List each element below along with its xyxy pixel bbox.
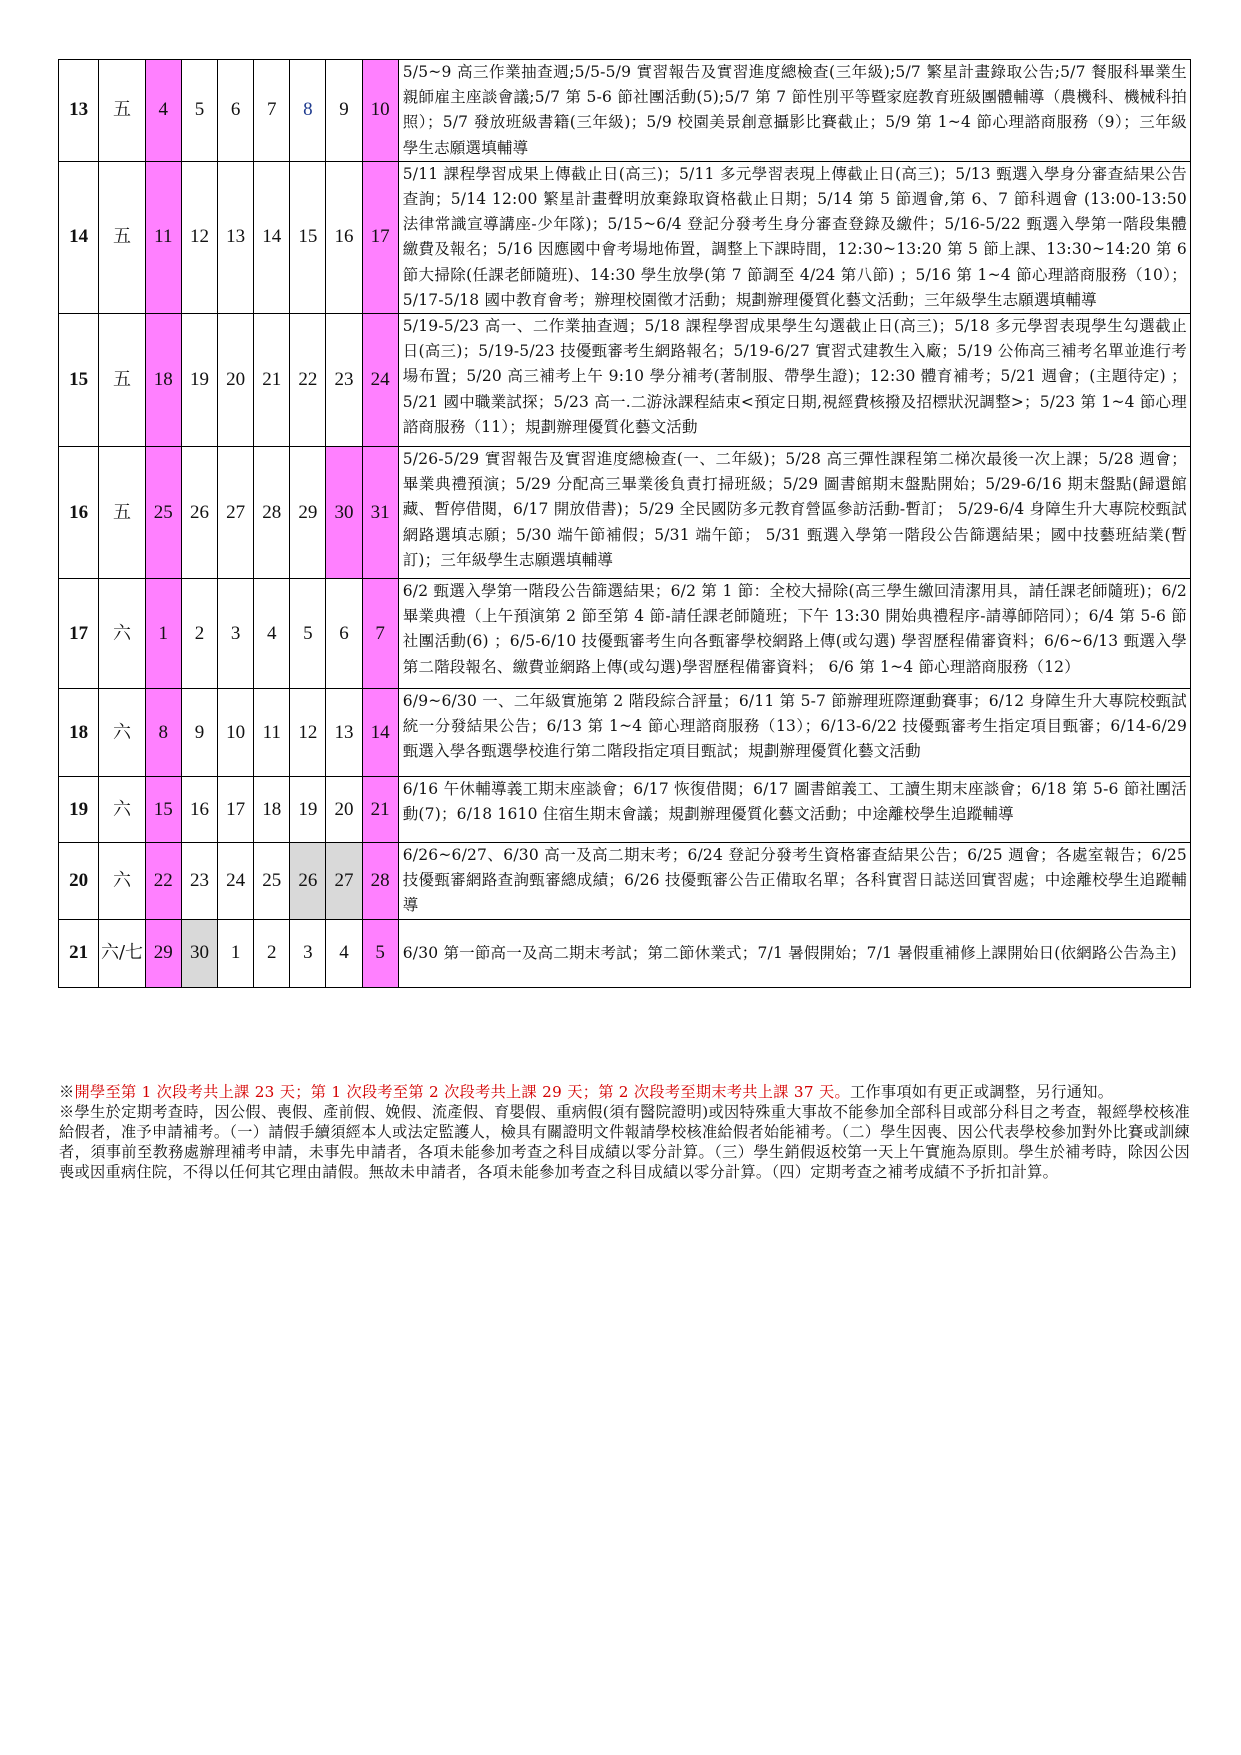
day-cell: 4 bbox=[145, 60, 181, 162]
day-cell: 26 bbox=[181, 447, 217, 579]
week-row bbox=[59, 777, 1191, 843]
footnote-mark: ※ bbox=[59, 1083, 75, 1101]
month-cell: 五 bbox=[99, 60, 145, 162]
day-cell: 20 bbox=[326, 777, 362, 843]
week-number: 13 bbox=[59, 60, 99, 162]
week-number: 16 bbox=[59, 447, 99, 579]
day-cell: 5 bbox=[290, 579, 326, 689]
day-cell: 14 bbox=[254, 161, 290, 313]
month-cell: 六 bbox=[99, 777, 145, 843]
day-cell: 18 bbox=[254, 777, 290, 843]
day-cell: 12 bbox=[290, 689, 326, 777]
day-cell: 5 bbox=[362, 919, 398, 987]
day-cell: 28 bbox=[362, 843, 398, 920]
day-cell: 10 bbox=[218, 689, 254, 777]
week-number: 18 bbox=[59, 689, 99, 777]
day-cell: 17 bbox=[362, 161, 398, 313]
month-cell: 五 bbox=[99, 447, 145, 579]
footnote-school-days-rest: 工作事項如有更正或調整，另行通知。 bbox=[849, 1083, 1114, 1101]
calendar-table bbox=[58, 59, 1191, 988]
day-cell: 6 bbox=[326, 579, 362, 689]
day-cell: 3 bbox=[218, 579, 254, 689]
month-cell: 六/七 bbox=[99, 919, 145, 987]
week-row bbox=[59, 60, 1191, 162]
footnote-makeup-exam: ※學生於定期考查時，因公假、喪假、產前假、娩假、流產假、育嬰假、重病假(須有醫院證明)或因特殊重大事故不能參加全部科目或部分科目之考查，報經學校核准給假者，准予申請補考。（一）請假手續須經本人或法定監護人，檢具有關證明文件報請學校核准給假者始能補考。（二）學生因喪、因公代表學校參加對外比賽或訓練者，須事前至教務處辦理補考申請，未事先申請者，各項未能參加考查之科目成績以零分計算。（三）學生銷假返校第一天上午實施為原則。學生於補考時，除因公因喪或因重病住院，不得以任何其它理由請假。無故未申請者，各項未能參加考查之科目成績以零分計算。（四）定期考查之補考成績不予折扣計算。 bbox=[59, 1103, 1190, 1181]
day-cell: 20 bbox=[218, 314, 254, 447]
day-cell: 27 bbox=[218, 447, 254, 579]
day-cell: 4 bbox=[326, 919, 362, 987]
week-row bbox=[59, 579, 1191, 689]
month-cell: 六 bbox=[99, 843, 145, 920]
day-cell: 8 bbox=[290, 60, 326, 162]
day-cell: 16 bbox=[181, 777, 217, 843]
week-number: 17 bbox=[59, 579, 99, 689]
day-cell: 10 bbox=[362, 60, 398, 162]
day-cell: 29 bbox=[290, 447, 326, 579]
week-notes: 5/5~9 高三作業抽查週;5/5-5/9 實習報告及實習進度總檢查(三年級);5/7 繁星計畫錄取公告;5/7 餐服科畢業生親師雇主座談會議;5/7 第 5-6 節社團活動(5);5/7 第 7 節性別平等暨家庭教育班級團體輔導（農機科、機械科拍照）；5/7 發放班級書籍(三年級)；5/9 校園美景創意攝影比賽截止；5/9 第 1~4 節心理諮商服務（9）；三年級學生志願選填輔導 bbox=[398, 60, 1190, 162]
week-row bbox=[59, 843, 1191, 920]
day-cell: 14 bbox=[362, 689, 398, 777]
day-cell: 8 bbox=[145, 689, 181, 777]
day-cell: 1 bbox=[218, 919, 254, 987]
day-cell: 22 bbox=[145, 843, 181, 920]
week-notes: 5/11 課程學習成果上傳截止日(高三)；5/11 多元學習表現上傳截止日(高三)；5/13 甄選入學身分審查結果公告查詢；5/14 12:00 繁星計畫聲明放棄錄取資格截止日期；5/14 第 5 節週會,第 6、7 節科週會 (13:00-13:50 法律常識宣導講座-少年隊)；5/15~6/4 登記分發考生身分審查登錄及繳件；5/16-5/22 甄選入學第一階段集體繳費及報名；5/16 因應國中會考場地佈置，調整上下課時間，12:30~13:20 第 5 節上課、13:30~14:20 第 6 節大掃除(任課老師隨班)、14:30 學生放學(第 7 節調至 4/24 第八節) ；5/16 第 1~4 節心理諮商服務（10）；5/17-5/18 國中教育會考；辦理校園徵才活動；規劃辦理優質化藝文活動；三年級學生志願選填輔導 bbox=[398, 161, 1190, 313]
week-row bbox=[59, 161, 1191, 313]
week-notes: 6/16 午休輔導義工期末座談會；6/17 恢復借閱；6/17 圖書館義工、工讀生期末座談會；6/18 第 5-6 節社團活動(7)；6/18 1610 住宿生期末會議；規劃辦理優質化藝文活動；中途離校學生追蹤輔導 bbox=[398, 777, 1190, 843]
week-row bbox=[59, 919, 1191, 987]
week-row bbox=[59, 447, 1191, 579]
week-notes: 5/19-5/23 高一、二作業抽查週；5/18 課程學習成果學生勾選截止日(高三)；5/18 多元學習表現學生勾選截止日(高三)；5/19-5/23 技優甄審考生網路報名；5/19-6/27 實習式建教生入廠；5/19 公佈高三補考名單並進行考場布置；5/20 高三補考上午 9:10 學分補考(著制服、帶學生證)；12:30 體育補考；5/21 週會；(主題待定) ；5/21 國中職業試探；5/23 高一.二游泳課程結束<預定日期,視經費核撥及招標狀況調整>；5/23 第 1~4 節心理諮商服務（11）；規劃辦理優質化藝文活動 bbox=[398, 314, 1190, 447]
day-cell: 19 bbox=[290, 777, 326, 843]
day-cell: 27 bbox=[326, 843, 362, 920]
month-cell: 五 bbox=[99, 314, 145, 447]
day-cell: 4 bbox=[254, 579, 290, 689]
day-cell: 29 bbox=[145, 919, 181, 987]
day-cell: 19 bbox=[181, 314, 217, 447]
week-notes: 5/26-5/29 實習報告及實習進度總檢查(一、二年級)；5/28 高三彈性課程第二梯次最後一次上課；5/28 週會；畢業典禮預演；5/29 分配高三畢業後負責打掃班級；5/29 圖書館期末盤點開始；5/29-6/16 期末盤點(歸還館藏、暫停借閱，6/17 開放借書)；5/29 全民國防多元教育營區參訪活動-暫訂； 5/29-6/4 身障生升大專院校甄試網路選填志願；5/30 端午節補假；5/31 端午節； 5/31 甄選入學第一階段公告篩選結果；國中技藝班結業(暫訂)；三年級學生志願選填輔導 bbox=[398, 447, 1190, 579]
day-cell: 1 bbox=[145, 579, 181, 689]
day-cell: 26 bbox=[290, 843, 326, 920]
day-cell: 11 bbox=[145, 161, 181, 313]
day-cell: 24 bbox=[218, 843, 254, 920]
day-cell: 21 bbox=[362, 777, 398, 843]
day-cell: 22 bbox=[290, 314, 326, 447]
month-cell: 六 bbox=[99, 579, 145, 689]
week-notes: 6/2 甄選入學第一階段公告篩選結果；6/2 第 1 節：全校大掃除(高三學生繳回清潔用具，請任課老師隨班)；6/2 畢業典禮（上午預演第 2 節至第 4 節-請任課老師隨班；下午 13:30 開始典禮程序-請導師陪同）；6/4 第 5-6 節社團活動(6) ；6/5-6/10 技優甄審考生向各甄審學校網路上傳(或勾選) 學習歷程備審資料；6/6~6/13 甄選入學第二階段報名、繳費並網路上傳(或勾選)學習歷程備審資料； 6/6 第 1~4 節心理諮商服務（12） bbox=[398, 579, 1190, 689]
day-cell: 25 bbox=[254, 843, 290, 920]
week-notes: 6/9~6/30 一、二年級實施第 2 階段綜合評量；6/11 第 5-7 節辦理班際運動賽事；6/12 身障生升大專院校甄試統一分發結果公告；6/13 第 1~4 節心理諮商服務（13）；6/13-6/22 技優甄審考生指定項目甄審；6/14-6/29 甄選入學各甄選學校進行第二階段指定項目甄試；規劃辦理優質化藝文活動 bbox=[398, 689, 1190, 777]
week-number: 19 bbox=[59, 777, 99, 843]
day-cell: 13 bbox=[218, 161, 254, 313]
day-cell: 15 bbox=[145, 777, 181, 843]
week-notes: 6/26~6/27、6/30 高一及高二期末考；6/24 登記分發考生資格審查結果公告；6/25 週會；各處室報告；6/25 技優甄審網路查詢甄審總成績；6/26 技優甄審公告正備取名單；各科實習日誌送回實習處；中途離校學生追蹤輔導 bbox=[398, 843, 1190, 920]
day-cell: 12 bbox=[181, 161, 217, 313]
day-cell: 17 bbox=[218, 777, 254, 843]
footnote-school-days bbox=[59, 1082, 1190, 1102]
day-cell: 24 bbox=[362, 314, 398, 447]
week-number: 15 bbox=[59, 314, 99, 447]
week-number: 14 bbox=[59, 161, 99, 313]
day-cell: 9 bbox=[181, 689, 217, 777]
day-cell: 23 bbox=[181, 843, 217, 920]
day-cell: 23 bbox=[326, 314, 362, 447]
day-cell: 3 bbox=[290, 919, 326, 987]
day-cell: 6 bbox=[218, 60, 254, 162]
week-number: 20 bbox=[59, 843, 99, 920]
month-cell: 六 bbox=[99, 689, 145, 777]
day-cell: 2 bbox=[254, 919, 290, 987]
day-cell: 7 bbox=[254, 60, 290, 162]
day-cell: 25 bbox=[145, 447, 181, 579]
day-cell: 15 bbox=[290, 161, 326, 313]
week-row bbox=[59, 689, 1191, 777]
day-cell: 21 bbox=[254, 314, 290, 447]
day-cell: 5 bbox=[181, 60, 217, 162]
day-cell: 9 bbox=[326, 60, 362, 162]
day-cell: 30 bbox=[181, 919, 217, 987]
footnote-school-days-red: 開學至第 1 次段考共上課 23 天；第 1 次段考至第 2 次段考共上課 29 天；第 2 次段考至期末考共上課 37 天。 bbox=[74, 1083, 850, 1101]
week-row bbox=[59, 314, 1191, 447]
day-cell: 13 bbox=[326, 689, 362, 777]
day-cell: 28 bbox=[254, 447, 290, 579]
month-cell: 五 bbox=[99, 161, 145, 313]
day-cell: 2 bbox=[181, 579, 217, 689]
week-notes: 6/30 第一節高一及高二期末考試；第二節休業式；7/1 暑假開始；7/1 暑假重補修上課開始日(依網路公告為主) bbox=[398, 919, 1190, 987]
day-cell: 11 bbox=[254, 689, 290, 777]
week-number: 21 bbox=[59, 919, 99, 987]
footnotes bbox=[59, 1082, 1190, 1182]
day-cell: 31 bbox=[362, 447, 398, 579]
day-cell: 30 bbox=[326, 447, 362, 579]
day-cell: 18 bbox=[145, 314, 181, 447]
day-cell: 16 bbox=[326, 161, 362, 313]
day-cell: 7 bbox=[362, 579, 398, 689]
